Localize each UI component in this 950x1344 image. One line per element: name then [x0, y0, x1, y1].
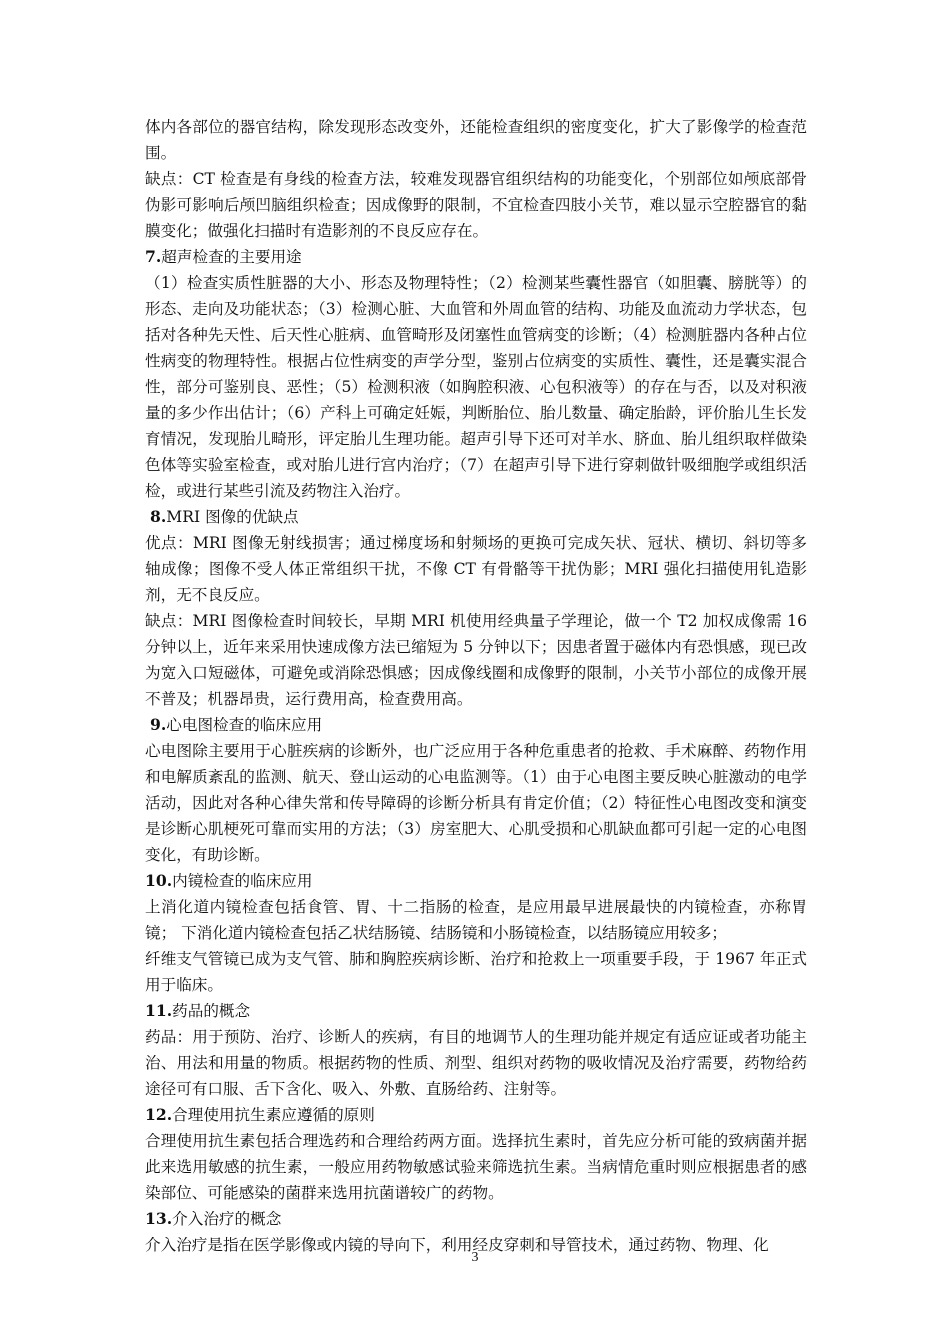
section-number: 11.: [145, 1001, 173, 1020]
section-title: 超声检查的主要用途: [161, 248, 302, 266]
section-heading-11: [145, 998, 807, 1024]
paragraph-continued: 体内各部位的器官结构，除发现形态改变外，还能检查组织的密度变化，扩大了影像学的检查范围。: [145, 118, 807, 162]
section-12-paragraph: 合理使用抗生素包括合理选药和合理给药两方面。选择抗生素时，首先应分析可能的致病菌并据此来选用敏感的抗生素，一般应用药物敏感试验来筛选抗生素。当病情危重时则应根据患者的感染部位、可能感染的菌群来选用抗菌谱较广的药物。: [145, 1132, 807, 1202]
section-heading-8: [145, 504, 807, 530]
section-8-paragraph-pros: 优点：MRI 图像无射线损害；通过梯度场和射频场的更换可完成矢状、冠状、横切、斜切等多轴成像；图像不受人体正常组织干扰，不像 CT 有骨骼等干扰伪影；MRI 强化扫描使用钆造影剂，无不良反应。: [145, 534, 807, 604]
section-7-paragraph: （1）检查实质性脏器的大小、形态及物理特性；（2）检测某些囊性器官（如胆囊、膀胱等）的形态、走向及功能状态；（3）检测心脏、大血管和外周血管的结构、功能及血流动力学状态，包括对各种先天性、后天性心脏病、血管畸形及闭塞性血管病变的诊断；（4）检测脏器内各种占位性病变的物理特性。根据占位性病变的声学分型，鉴别占位病变的实质性、囊性，还是囊实混合性，部分可鉴别良、恶性；（5）检测积液（如胸腔积液、心包积液等）的存在与否，以及对积液量的多少作出估计；（6）产科上可确定妊娠，判断胎位、胎儿数量、确定胎龄，评价胎儿生长发育情况，发现胎儿畸形，评定胎儿生理功能。超声引导下还可对羊水、脐血、胎儿组织取样做染色体等实验室检查，或对胎儿进行宫内治疗；（7）在超声引导下进行穿刺做针吸细胞学或组织活检，或进行某些引流及药物注入治疗。: [145, 274, 807, 500]
section-heading-10: [145, 868, 807, 894]
section-heading-7: [145, 244, 807, 270]
section-heading-9: [145, 712, 807, 738]
page-number: 3: [471, 1250, 479, 1265]
section-10-paragraph-bronchoscope: 纤维支气管镜已成为支气管、肺和胸腔疾病诊断、治疗和抢救上一项重要手段，于 1967 年正式用于临床。: [145, 950, 807, 994]
section-number: 10.: [145, 871, 173, 890]
section-title: 药品的概念: [172, 1002, 251, 1020]
body-text: [145, 114, 807, 1258]
section-13-paragraph: 介入治疗是指在医学影像或内镜的导向下，利用经皮穿刺和导管技术，通过药物、物理、化: [145, 1236, 769, 1254]
section-number: 7.: [145, 247, 162, 266]
paragraph-ct-drawbacks: 缺点：CT 检查是有身线的检查方法，较难发现器官组织结构的功能变化，个别部位如颅底部骨伪影可影响后颅凹脑组织检查；因成像野的限制，不宜检查四肢小关节，难以显示空腔器官的黏膜变化；做强化扫描时有造影剂的不良反应存在。: [145, 170, 807, 240]
section-title: 合理使用抗生素应遵循的原则: [172, 1106, 375, 1124]
section-number: 8.: [149, 507, 167, 526]
section-number: 9.: [149, 715, 167, 734]
section-10-paragraph-digestive: 上消化道内镜检查包括食管、胃、十二指肠的检查，是应用最早进展最快的内镜检查，亦称胃镜； 下消化道内镜检查包括乙状结肠镜、结肠镜和小肠镜检查，以结肠镜应用较多；: [145, 898, 807, 942]
section-11-paragraph: 药品：用于预防、治疗、诊断人的疾病，有目的地调节人的生理功能并规定有适应证或者功能主治、用法和用量的物质。根据药物的性质、剂型、组织对药物的吸收情况及治疗需要，药物给药途径可有口服、舌下含化、吸入、外敷、直肠给药、注射等。: [145, 1028, 807, 1098]
section-heading-12: [145, 1102, 807, 1128]
section-heading-13: [145, 1206, 807, 1232]
section-number: 12.: [145, 1105, 173, 1124]
section-title: 介入治疗的概念: [172, 1210, 282, 1228]
section-number: 13.: [145, 1209, 173, 1228]
section-title: MRI 图像的优缺点: [166, 508, 299, 526]
section-8-paragraph-cons: 缺点：MRI 图像检查时间较长，早期 MRI 机使用经典量子学理论，做一个 T2 加权成像需 16 分钟以上，近年来采用快速成像方法已缩短为 5 分钟以下；因患者置于磁体内有恐惧感，现已改为宽入口短磁体，可避免或消除恐惧感；因成像线圈和成像野的限制，小关节小部位的成像开展不普及；机器昂贵，运行费用高，检查费用高。: [145, 612, 807, 708]
section-9-paragraph: 心电图除主要用于心脏疾病的诊断外，也广泛应用于各种危重患者的抢救、手术麻醉、药物作用和电解质紊乱的监测、航天、登山运动的心电监测等。（1）由于心电图主要反映心脏激动的电学活动，因此对各种心律失常和传导障碍的诊断分析具有肯定价值；（2）特征性心电图改变和演变是诊断心肌梗死可靠而实用的方法；（3）房室肥大、心肌受损和心肌缺血都可引起一定的心电图变化，有助诊断。: [145, 742, 807, 864]
section-title: 心电图检查的临床应用: [166, 716, 323, 734]
section-title: 内镜检查的临床应用: [172, 872, 313, 890]
